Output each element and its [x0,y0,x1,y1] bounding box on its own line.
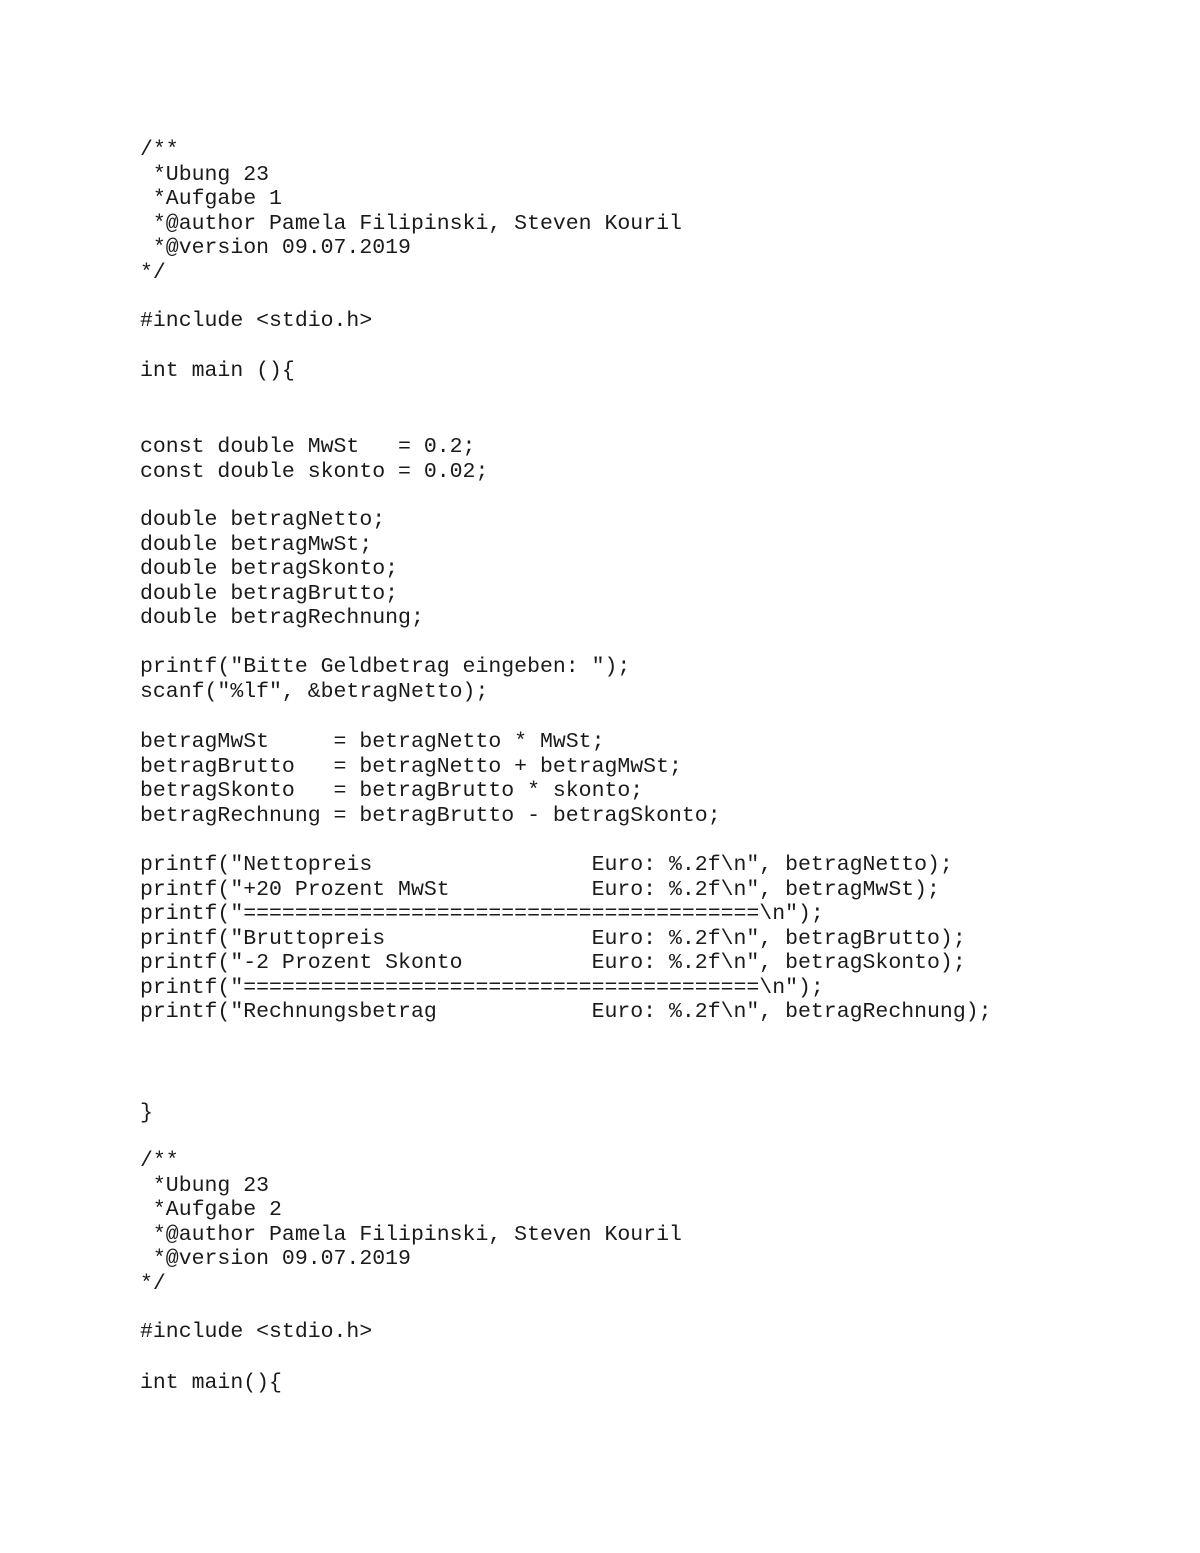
code-line: printf("Nettopreis Euro: %.2f\n", betragNetto); [140,853,953,877]
constant-declarations [140,435,488,484]
header-comment-aufgabe-2 [140,1149,682,1296]
code-line: printf("+20 Prozent MwSt Euro: %.2f\n", betragMwSt); [140,877,940,902]
code-line: printf("========================================\n"); [140,902,824,926]
code-line: betragBrutto = betragNetto + betragMwSt; [140,754,682,779]
include-directive-2 [140,1320,372,1345]
code-line: *Ubung 23 [140,162,270,187]
input-statements [140,655,630,704]
header-comment-aufgabe-1 [140,138,682,285]
code-line: printf("Bruttopreis Euro: %.2f\n", betragBrutto); [140,926,966,951]
code-line: double betragSkonto; [140,557,399,581]
code-line: */ [140,1271,166,1296]
code-line: printf("Bitte Geldbetrag eingeben: "); [140,655,631,679]
code-line: *Ubung 23 [140,1173,270,1198]
code-line: *Aufgabe 1 [140,187,282,211]
code-line: double betragRechnung; [140,606,424,630]
main-function-signature-2 [140,1371,282,1396]
code-line: printf("-2 Prozent Skonto Euro: %.2f\n", betragSkonto); [140,951,966,975]
code-line: betragSkonto = betragBrutto * skonto; [140,779,644,803]
code-line: scanf("%lf", &betragNetto); [140,679,489,704]
code-line: betragMwSt = betragNetto * MwSt; [140,730,605,754]
code-line: /** [140,1149,179,1173]
include-directive [140,309,372,334]
code-line: betragRechnung = betragBrutto - betragSkonto; [140,803,721,828]
code-line: const double MwSt = 0.2; [140,435,476,459]
code-line: double betragMwSt; [140,532,373,557]
code-line: int main (){ [140,359,295,383]
code-line: */ [140,260,166,285]
code-line: *@version 09.07.2019 [140,1247,411,1271]
code-line: double betragNetto; [140,508,386,532]
code-line: *@author Pamela Filipinski, Steven Kouril [140,1222,682,1247]
code-line: *@version 09.07.2019 [140,236,411,260]
variable-declarations [140,508,424,631]
output-statements [140,853,992,1025]
closing-brace [140,1101,153,1126]
code-line: #include <stdio.h> [140,309,373,333]
main-function-signature [140,359,295,384]
code-line: const double skonto = 0.02; [140,459,489,484]
code-line: /** [140,138,179,162]
code-line: *Aufgabe 2 [140,1198,282,1222]
code-line: printf("Rechnungsbetrag Euro: %.2f\n", betragRechnung); [140,1000,992,1024]
calculation-statements [140,730,721,828]
code-line: } [140,1101,153,1125]
code-line: double betragBrutto; [140,581,399,606]
code-line: #include <stdio.h> [140,1320,373,1344]
code-line: *@author Pamela Filipinski, Steven Kouril [140,211,682,236]
code-line: int main(){ [140,1371,282,1395]
code-line: printf("========================================\n"); [140,975,824,1000]
